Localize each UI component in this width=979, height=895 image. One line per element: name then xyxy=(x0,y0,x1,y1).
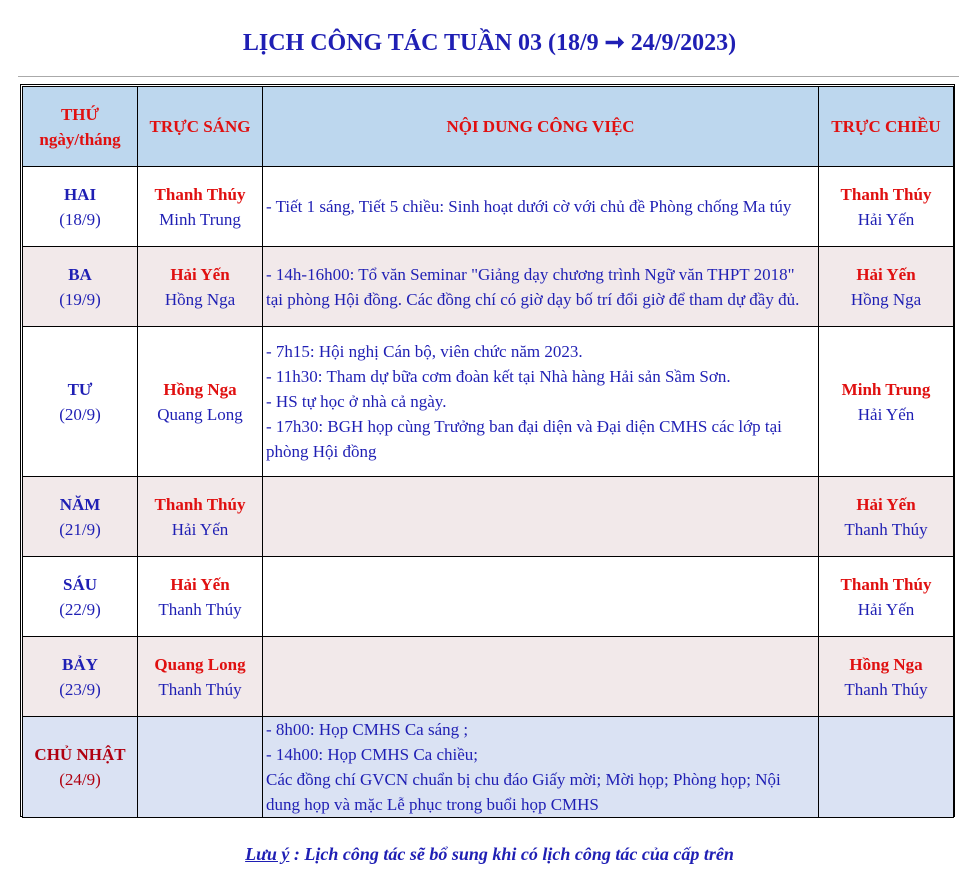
day-cell xyxy=(23,167,138,247)
duty-primary: Hồng Nga xyxy=(849,654,923,674)
day-date: (22/9) xyxy=(59,599,101,619)
content-line: Các đồng chí GVCN chuẩn bị chu đáo Giấy mời; Mời họp; Phòng họp; Nội dung họp và mặc Lễ phục trong buổi họp CMHS xyxy=(266,770,781,814)
day-name: NĂM xyxy=(59,494,101,514)
duty-primary: Hồng Nga xyxy=(163,379,237,399)
page-title: LỊCH CÔNG TÁC TUẦN 03 (18/9 ➞ 24/9/2023) xyxy=(242,30,737,56)
duty-primary: Minh Trung xyxy=(841,379,931,399)
afternoon-duty-cell xyxy=(819,637,954,717)
table-row xyxy=(23,247,954,327)
title-divider xyxy=(18,76,959,77)
content-line: - Tiết 1 sáng, Tiết 5 chiều: Sinh hoạt dưới cờ với chủ đề Phòng chống Ma túy xyxy=(266,197,792,216)
day-cell xyxy=(23,717,138,818)
content-cell xyxy=(263,167,819,247)
schedule-table xyxy=(22,86,954,818)
day-cell xyxy=(23,247,138,327)
afternoon-duty-cell xyxy=(819,557,954,637)
day-name: CHỦ NHẬT xyxy=(34,745,126,764)
footnote-separator: : xyxy=(289,844,305,864)
morning-duty-cell xyxy=(138,477,263,557)
content-line: - HS tự học ở nhà cả ngày. xyxy=(266,392,447,411)
duty-secondary: Hồng Nga xyxy=(850,289,922,309)
content-line: - 14h00: Họp CMHS Ca chiều; xyxy=(266,745,479,764)
duty-primary: Quang Long xyxy=(154,654,246,674)
morning-duty-cell xyxy=(138,167,263,247)
duty-primary: Thanh Thúy xyxy=(840,574,932,594)
content-line: - 11h30: Tham dự bữa cơm đoàn kết tại Nhà hàng Hải sản Sầm Sơn. xyxy=(266,367,731,386)
table-row xyxy=(23,327,954,477)
morning-duty-cell xyxy=(138,327,263,477)
duty-secondary: Quang Long xyxy=(157,404,243,424)
day-cell xyxy=(23,557,138,637)
content-line: - 14h-16h00: Tổ văn Seminar "Giảng dạy chương trình Ngữ văn THPT 2018" tại phòng Hội đồng. Các đồng chí có giờ dạy bố trí đổi giờ để tham dự đầy đủ. xyxy=(266,264,800,309)
content-cell xyxy=(263,477,819,557)
table-row xyxy=(23,717,954,818)
content-cell xyxy=(263,557,819,637)
content-cell xyxy=(263,717,819,818)
duty-secondary: Hải Yến xyxy=(857,209,915,229)
footnote xyxy=(0,844,979,865)
footnote-text: Lịch công tác sẽ bổ sung khi có lịch công tác của cấp trên xyxy=(304,844,734,864)
day-name: BA xyxy=(68,264,92,284)
day-date: (19/9) xyxy=(59,289,101,309)
header-content: NỘI DUNG CÔNG VIỆC xyxy=(263,87,819,167)
afternoon-duty-cell xyxy=(819,477,954,557)
day-date: (21/9) xyxy=(59,519,101,539)
afternoon-duty-cell xyxy=(819,247,954,327)
duty-primary: Hải Yến xyxy=(856,494,916,514)
table-row xyxy=(23,477,954,557)
day-name: SÁU xyxy=(62,574,97,594)
day-date: (18/9) xyxy=(59,209,101,229)
duty-secondary: Hải Yến xyxy=(857,404,915,424)
duty-secondary: Thanh Thúy xyxy=(844,679,928,699)
header-day-line1: THỨ xyxy=(60,104,100,124)
day-cell xyxy=(23,637,138,717)
table-row xyxy=(23,167,954,247)
day-date: (23/9) xyxy=(59,679,101,699)
day-date: (24/9) xyxy=(59,770,101,789)
content-line: - 7h15: Hội nghị Cán bộ, viên chức năm 2023. xyxy=(266,342,583,361)
duty-primary: Thanh Thúy xyxy=(154,494,246,514)
day-date: (20/9) xyxy=(59,404,101,424)
duty-primary: Hải Yến xyxy=(856,264,916,284)
duty-secondary: Thanh Thúy xyxy=(158,599,242,619)
day-name: BẢY xyxy=(62,654,98,674)
table-header-row xyxy=(23,87,954,167)
day-name: TƯ xyxy=(67,379,93,399)
header-day-line2: ngày/tháng xyxy=(39,129,121,149)
duty-secondary: Minh Trung xyxy=(159,209,241,229)
content-line: - 17h30: BGH họp cùng Trưởng ban đại diện và Đại diện CMHS các lớp tại phòng Hội đồng xyxy=(266,417,782,461)
duty-secondary: Thanh Thúy xyxy=(158,679,242,699)
duty-primary: Thanh Thúy xyxy=(840,184,932,204)
day-cell xyxy=(23,327,138,477)
duty-primary: Thanh Thúy xyxy=(154,184,246,204)
day-cell xyxy=(23,477,138,557)
duty-secondary: Hồng Nga xyxy=(164,289,236,309)
schedule-table-frame xyxy=(20,84,955,817)
header-afternoon: TRỰC CHIỀU xyxy=(819,87,954,167)
table-row xyxy=(23,557,954,637)
morning-duty-cell xyxy=(138,717,263,818)
duty-primary: Hải Yến xyxy=(170,574,230,594)
afternoon-duty-cell xyxy=(819,717,954,818)
footnote-label: Lưu ý xyxy=(245,844,290,864)
header-morning: TRỰC SÁNG xyxy=(138,87,263,167)
morning-duty-cell xyxy=(138,637,263,717)
day-name: HAI xyxy=(63,184,97,204)
afternoon-duty-cell xyxy=(819,167,954,247)
table-row xyxy=(23,637,954,717)
header-day xyxy=(23,87,138,167)
duty-primary: Hải Yến xyxy=(170,264,230,284)
content-line: - 8h00: Họp CMHS Ca sáng ; xyxy=(266,720,469,739)
morning-duty-cell xyxy=(138,557,263,637)
afternoon-duty-cell xyxy=(819,327,954,477)
content-cell xyxy=(263,247,819,327)
duty-secondary: Thanh Thúy xyxy=(844,519,928,539)
content-cell xyxy=(263,327,819,477)
duty-secondary: Hải Yến xyxy=(171,519,229,539)
morning-duty-cell xyxy=(138,247,263,327)
content-cell xyxy=(263,637,819,717)
duty-secondary: Hải Yến xyxy=(857,599,915,619)
